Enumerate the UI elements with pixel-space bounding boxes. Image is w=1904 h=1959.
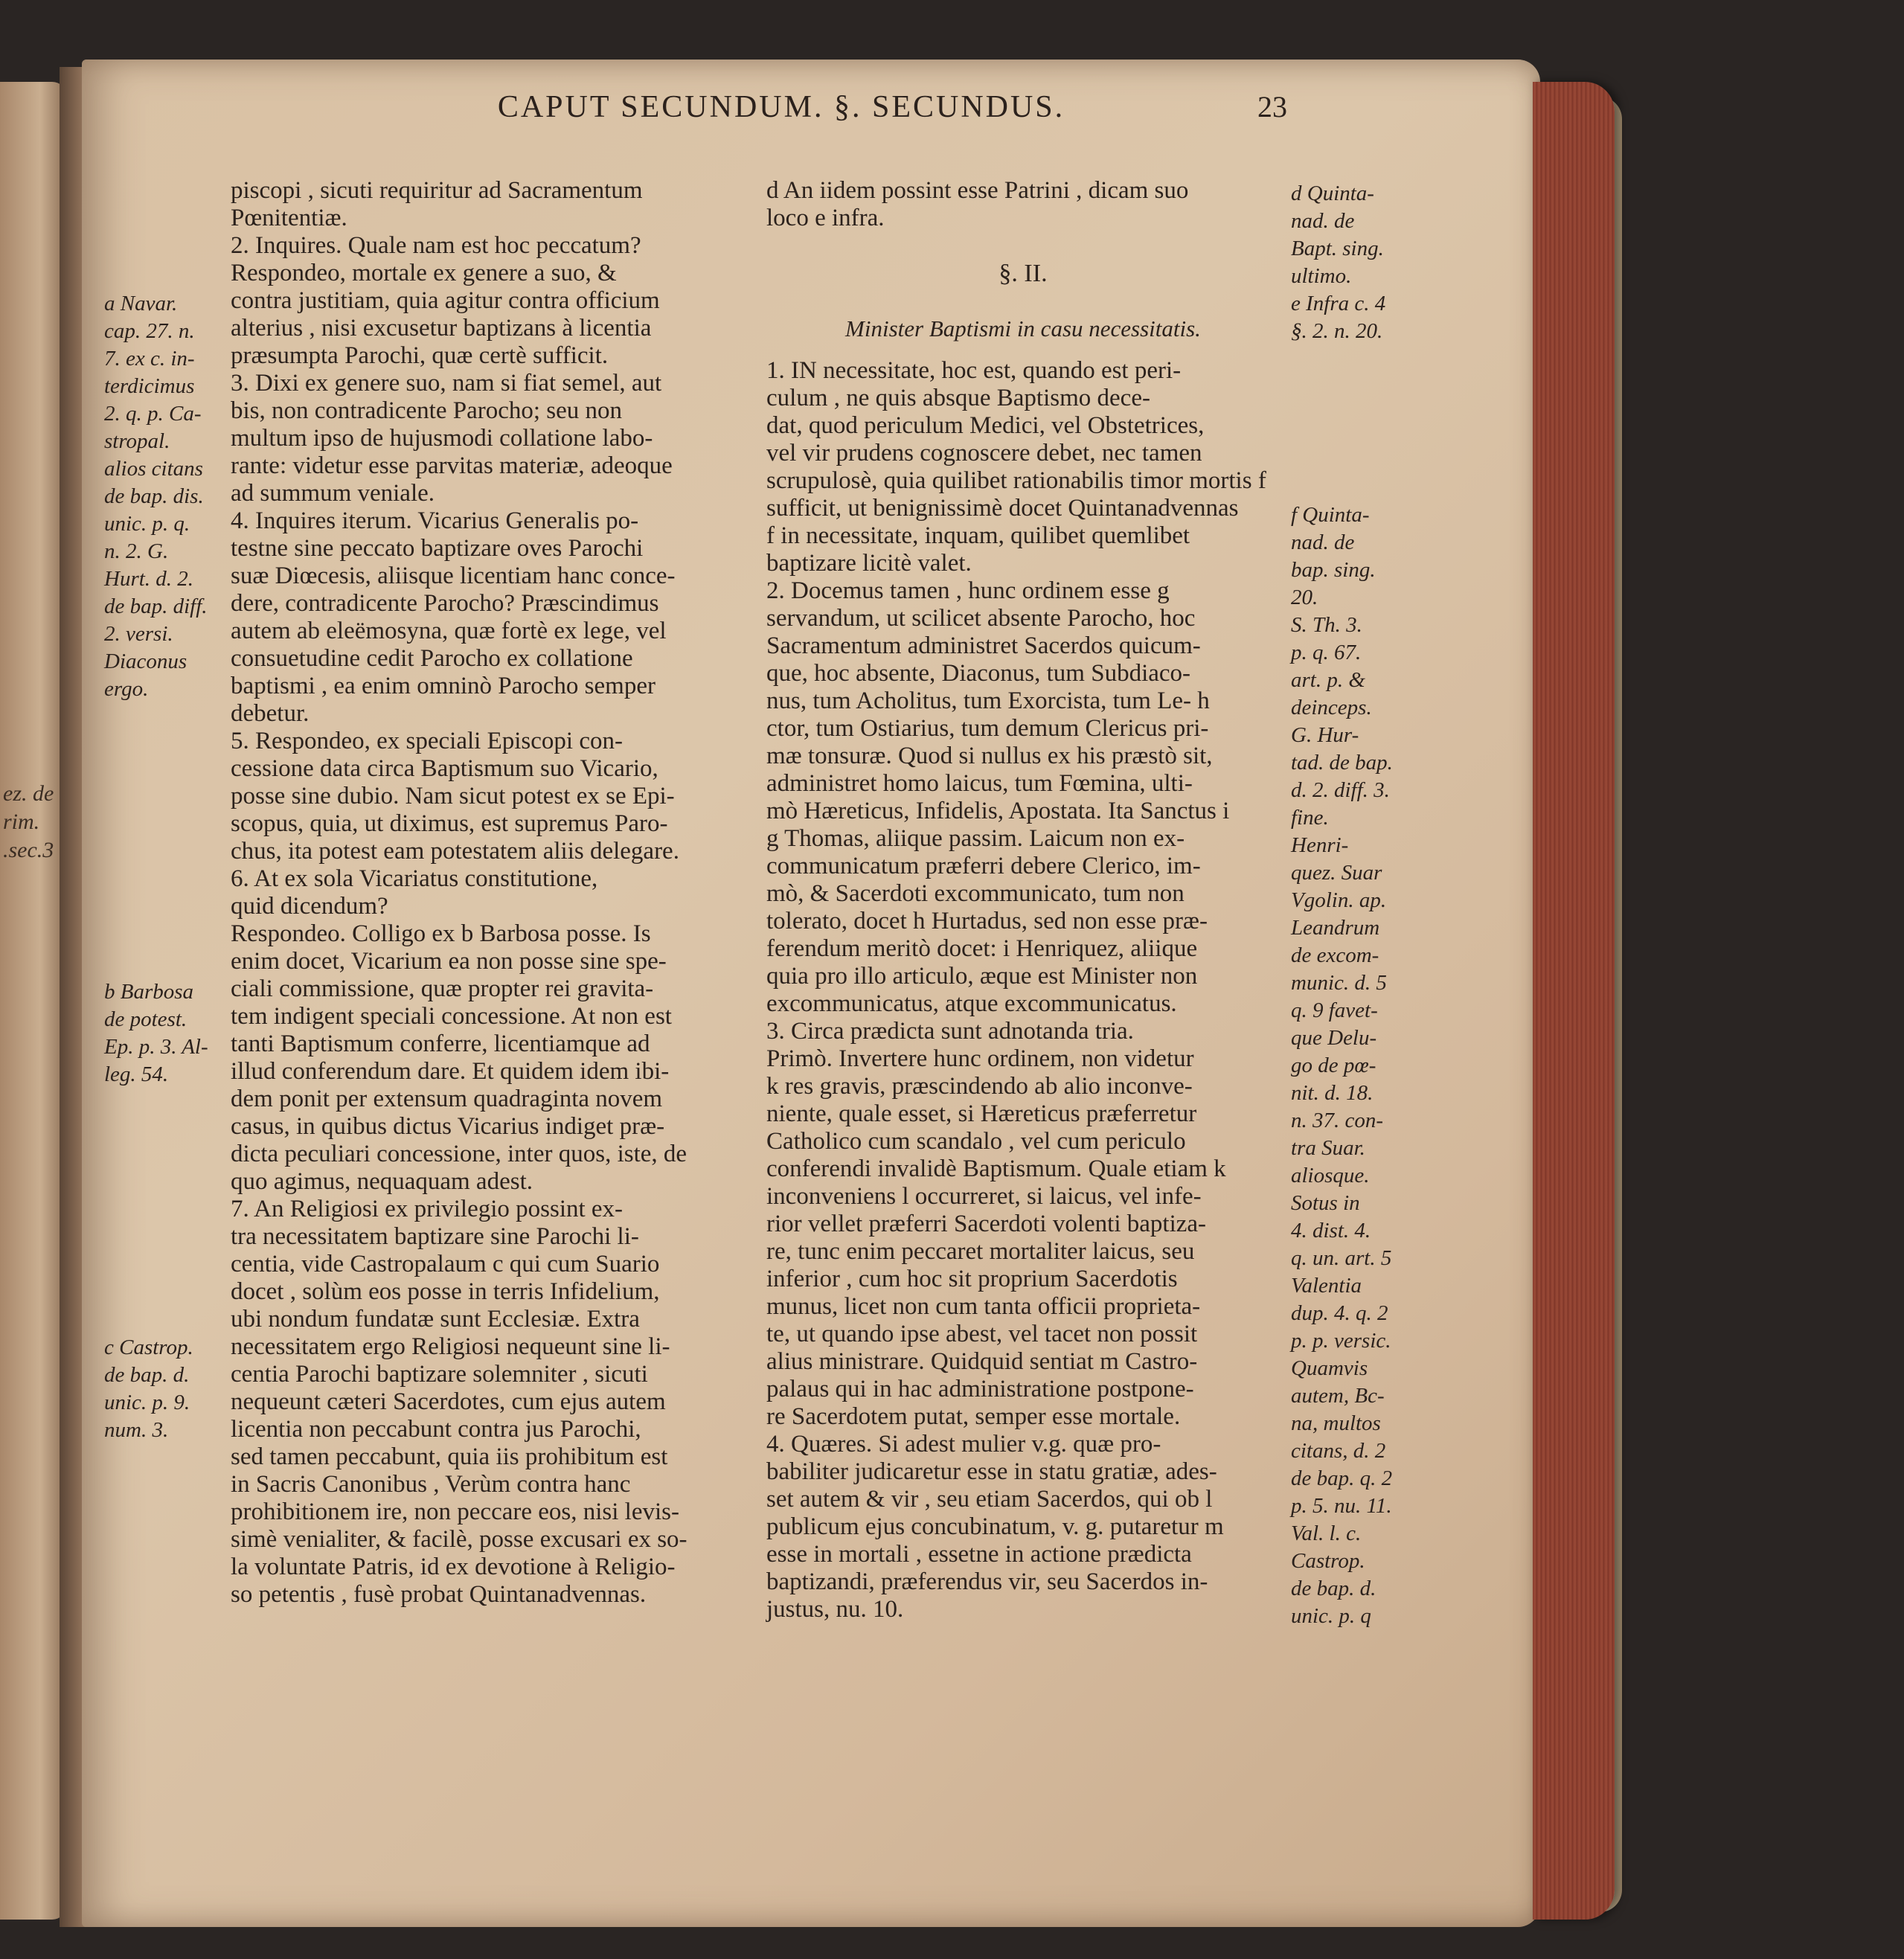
text-line: præsumpta Parochi, quæ certè sufficit.	[231, 342, 609, 369]
text-line: consuetudine cedit Parocho ex collatione	[231, 645, 633, 672]
text-line: nequeunt cæteri Sacerdotes, cum ejus autem	[231, 1388, 666, 1415]
text-line: re Sacerdotem putat, semper esse mortale.	[766, 1403, 1181, 1430]
text-line: ad summum veniale.	[231, 480, 435, 507]
text-line: suæ Diœcesis, aliisque licentiam hanc conce-	[231, 562, 676, 589]
margin-note: d. 2. diff. 3.	[1291, 778, 1390, 802]
text-line: dem ponit per extensum quadraginta novem	[231, 1086, 663, 1112]
text-line: alterius , nisi excusetur baptizans à licentia	[231, 315, 652, 342]
margin-note: citans, d. 2	[1291, 1439, 1386, 1463]
margin-note: 2. versi.	[104, 622, 173, 646]
text-line: tem indigent speciali concessione. At non est	[231, 1003, 672, 1030]
page-block-edge	[1533, 82, 1615, 1920]
margin-note: 20.	[1291, 586, 1318, 609]
margin-note: Bapt. sing.	[1291, 237, 1384, 260]
text-line: quid dicendum?	[231, 893, 388, 920]
text-line: dicta peculiari concessione, inter quos, iste, de	[231, 1141, 687, 1167]
margin-note: de bap. dis.	[104, 484, 204, 508]
text-line: 3. Circa prædicta sunt adnotanda tria.	[766, 1018, 1134, 1045]
margin-note: Valentia	[1291, 1274, 1362, 1298]
text-line: 4. Quæres. Si adest mulier v.g. quæ pro-	[766, 1431, 1161, 1458]
text-line: publicum ejus concubinatum, v. g. putaretur m	[766, 1513, 1224, 1540]
margin-note: nad. de	[1291, 530, 1355, 554]
section-title: Minister Baptismi in casu necessitatis.	[845, 315, 1201, 342]
margin-note: nit. d. 18.	[1291, 1081, 1373, 1105]
margin-note: Leandrum	[1291, 916, 1380, 940]
margin-note: b Barbosa	[104, 980, 194, 1004]
margin-note: Quamvis	[1291, 1356, 1368, 1380]
text-line: babiliter judicaretur esse in statu gratiæ, ades-	[766, 1458, 1217, 1485]
margin-note: cap. 27. n.	[104, 319, 195, 343]
text-line: la voluntate Patris, id ex devotione à Religio-	[231, 1554, 676, 1580]
margin-note: p. p. versic.	[1291, 1329, 1391, 1353]
margin-note: unic. p. 9.	[104, 1391, 190, 1414]
text-line: baptizare licitè valet.	[766, 550, 972, 577]
text-line: baptismi , ea enim omninò Parocho semper	[231, 673, 655, 699]
margin-note: ultimo.	[1291, 264, 1352, 288]
text-line: Respondeo, mortale ex genere a suo, &	[231, 260, 617, 286]
text-line: Sacramentum administret Sacerdos quicum-	[766, 632, 1201, 659]
margin-note: fine.	[1291, 806, 1329, 830]
text-line: tanti Baptismum conferre, licentiamque ad	[231, 1030, 650, 1057]
text-line: servandum, ut scilicet absente Parocho, hoc	[766, 605, 1196, 632]
text-line: sed tamen peccabunt, quia iis prohibitum est	[231, 1443, 668, 1470]
text-line: inferior , cum hoc sit proprium Sacerdotis	[766, 1266, 1178, 1292]
text-line: docet , solùm eos posse in terris Infidelium,	[231, 1278, 660, 1305]
text-line: 1. IN necessitate, hoc est, quando est peri-	[766, 357, 1182, 384]
margin-note: q. un. art. 5	[1291, 1246, 1392, 1270]
text-line: mò, & Sacerdoti excommunicato, tum non	[766, 880, 1185, 907]
margin-note: G. Hur-	[1291, 723, 1359, 747]
text-line: tolerato, docet h Hurtadus, sed non esse præ-	[766, 908, 1208, 934]
text-line: chus, ita potest eam potestatem aliis delegare.	[231, 838, 679, 865]
margin-note: f Quinta-	[1291, 503, 1370, 527]
margin-note: d Quinta-	[1291, 182, 1374, 205]
text-line: munus, licet non cum tanta officii proprieta-	[766, 1293, 1201, 1320]
text-line: sufficit, ut benignissimè docet Quintanadvennas	[766, 495, 1239, 522]
margin-note: de bap. q. 2	[1291, 1466, 1393, 1490]
margin-note: na, multos	[1291, 1411, 1381, 1435]
intro-line: d An iidem possint esse Patrini , dicam suo	[766, 177, 1189, 204]
text-line: Primò. Invertere hunc ordinem, non videtur	[766, 1045, 1194, 1072]
margin-note: tad. de bap.	[1291, 751, 1393, 775]
text-line: k res gravis, præscindendo ab alio inconve-	[766, 1073, 1193, 1100]
text-line: scopus, quia, ut diximus, est supremus Paro-	[231, 810, 668, 837]
text-line: centia Parochi baptizare solemniter , sicuti	[231, 1361, 648, 1388]
text-line: administret homo laicus, tum Fœmina, ulti-	[766, 770, 1193, 797]
text-line: que, hoc absente, Diaconus, tum Subdiaco-	[766, 660, 1191, 687]
text-line: necessitatem ergo Religiosi nequeunt sine li-	[231, 1333, 670, 1360]
right-body	[766, 357, 1280, 1623]
margin-note: p. q. 67.	[1291, 641, 1362, 664]
text-line: set autem & vir , seu etiam Sacerdos, qui ob l	[766, 1486, 1213, 1513]
right-column	[766, 177, 1280, 1623]
text-line: 7. An Religiosi ex privilegio possint ex-	[231, 1196, 624, 1222]
text-line: tra necessitatem baptizare sine Parochi li-	[231, 1223, 639, 1250]
text-line: 3. Dixi ex genere suo, nam si fiat semel, aut	[231, 370, 662, 397]
text-line: mò Hæreticus, Infidelis, Apostata. Ita Sanctus i	[766, 798, 1230, 824]
text-line: vel vir prudens cognoscere debet, nec tamen	[766, 440, 1202, 466]
margin-note: tra Suar.	[1291, 1136, 1365, 1160]
text-line: culum , ne quis absque Baptismo dece-	[766, 385, 1150, 411]
text-line: debetur.	[231, 700, 310, 727]
margin-note: de bap. d.	[104, 1363, 190, 1387]
text-line: baptizandi, præferendus vir, seu Sacerdos in-	[766, 1568, 1208, 1595]
margin-note: ergo.	[104, 677, 149, 701]
text-line: re, tunc enim peccaret mortaliter laicus, seu	[766, 1238, 1195, 1265]
text-line: 2. Inquires. Quale nam est hoc peccatum?	[231, 232, 641, 259]
text-line: enim docet, Vicarium ea non posse sine spe-	[231, 948, 667, 975]
text-line: multum ipso de hujusmodi collatione labo-	[231, 425, 653, 452]
margin-note: Diaconus	[104, 650, 187, 673]
text-line: mæ tonsuræ. Quod si nullus ex his præstò sit,	[766, 743, 1213, 769]
margin-note: q. 9 favet-	[1291, 998, 1378, 1022]
text-line: ctor, tum Ostiarius, tum demum Clericus pri-	[766, 715, 1209, 742]
margin-note: num. 3.	[104, 1418, 169, 1442]
text-line: justus, nu. 10.	[766, 1596, 904, 1623]
left-column	[231, 177, 744, 1609]
left-fragment: ez. de	[3, 781, 54, 806]
text-line: contra justitiam, quia agitur contra officium	[231, 287, 660, 314]
margin-note: Castrop.	[1291, 1549, 1365, 1573]
margin-note: de bap. d.	[1291, 1577, 1376, 1600]
text-line: testne sine peccato baptizare oves Parochi	[231, 535, 644, 562]
left-fragment: rim.	[3, 809, 40, 834]
text-line: piscopi , sicuti requiritur ad Sacramentum	[231, 177, 643, 204]
text-line: in Sacris Canonibus , Verùm contra hanc	[231, 1471, 631, 1498]
text-line: conferendi invalidè Baptismum. Quale etiam k	[766, 1155, 1226, 1182]
margin-note: de bap. diff.	[104, 594, 208, 618]
margin-note: nad. de	[1291, 209, 1355, 233]
margin-note: bap. sing.	[1291, 558, 1376, 582]
text-line: 2. Docemus tamen , hunc ordinem esse g	[766, 577, 1170, 604]
text-line: niente, quale esset, si Hæreticus præferretur	[766, 1100, 1197, 1127]
text-line: simè venialiter, & facilè, posse excusari ex so-	[231, 1526, 687, 1553]
margin-note: p. 5. nu. 11.	[1291, 1494, 1392, 1518]
text-line: licentia non peccabunt contra jus Parochi,	[231, 1416, 641, 1443]
text-line: g Thomas, aliique passim. Laicum non ex-	[766, 825, 1185, 852]
text-line: posse sine dubio. Nam sicut potest ex se Epi-	[231, 783, 675, 809]
text-line: centia, vide Castropalaum c qui cum Suario	[231, 1251, 660, 1277]
margin-note: 2. q. p. Ca-	[104, 402, 202, 426]
intro-line: loco e infra.	[766, 205, 885, 231]
text-line: dat, quod periculum Medici, vel Obstetrices,	[766, 412, 1205, 439]
text-line: bis, non contradicente Parocho; seu non	[231, 397, 623, 424]
margin-note: a Navar.	[104, 292, 178, 315]
text-line: scrupulosè, quia quilibet rationabilis timor mortis f	[766, 467, 1266, 494]
margin-note: terdicimus	[104, 374, 195, 398]
text-line: prohibitionem ire, non peccare eos, nisi levis-	[231, 1498, 679, 1525]
text-line: autem ab eleëmosyna, quæ fortè ex lege, vel	[231, 618, 667, 644]
text-line: inconveniens l occurreret, si laicus, vel infe-	[766, 1183, 1202, 1210]
margin-note: que Delu-	[1291, 1026, 1377, 1050]
text-line: ferendum meritò docet: i Henriquez, aliique	[766, 935, 1198, 962]
section-heading: §. II.	[999, 260, 1048, 287]
margin-note: munic. d. 5	[1291, 971, 1387, 995]
text-line: esse in mortali , essetne in actione prædicta	[766, 1541, 1192, 1568]
text-line: f in necessitate, inquam, quilibet quemlibet	[766, 522, 1190, 549]
margin-note: S. Th. 3.	[1291, 613, 1362, 637]
text-line: so petentis , fusè probat Quintanadvennas.	[231, 1581, 647, 1608]
margin-note: 4. dist. 4.	[1291, 1219, 1371, 1243]
margin-note: e Infra c. 4	[1291, 292, 1386, 315]
margin-note: autem, Bc-	[1291, 1384, 1385, 1408]
text-line: 6. At ex sola Vicariatus constitutione,	[231, 865, 598, 892]
margin-note: aliosque.	[1291, 1164, 1370, 1187]
text-line: communicatum præferri debere Clerico, im-	[766, 853, 1201, 879]
margin-note: de potest.	[104, 1007, 187, 1031]
margin-note: art. p. &	[1291, 668, 1365, 692]
text-line: excommunicatus, atque excommunicatus.	[766, 990, 1177, 1017]
margin-note: Ep. p. 3. Al-	[104, 1035, 208, 1059]
text-line: te, ut quando ipse abest, vel tacet non possit	[766, 1321, 1198, 1347]
text-line: alius ministrare. Quidquid sentiat m Castro-	[766, 1348, 1198, 1375]
margin-note: 7. ex c. in-	[104, 347, 195, 371]
text-line: illud conferendum dare. Et quidem idem ibi-	[231, 1058, 670, 1085]
margin-note: §. 2. n. 20.	[1291, 319, 1383, 343]
text-line: Catholico cum scandalo , vel cum periculo	[766, 1128, 1186, 1155]
margin-note: n. 2. G.	[104, 539, 169, 563]
text-line: quo agimus, nequaquam adest.	[231, 1168, 533, 1195]
margin-note: deinceps.	[1291, 696, 1372, 719]
text-line: cessione data circa Baptismum suo Vicario,	[231, 755, 658, 782]
margin-note: unic. p. q	[1291, 1604, 1371, 1628]
text-line: rante: videtur esse parvitas materiæ, adeoque	[231, 452, 673, 479]
margin-note: alios citans	[104, 457, 203, 481]
text-line: Respondeo. Colligo ex b Barbosa posse. Is	[231, 920, 651, 947]
margin-note: dup. 4. q. 2	[1291, 1301, 1388, 1325]
margin-note: n. 37. con-	[1291, 1109, 1384, 1132]
text-line: ubi nondum fundatæ sunt Ecclesiæ. Extra	[231, 1306, 640, 1333]
text-line: palaus qui in hac administratione postpone-	[766, 1376, 1194, 1402]
margin-note: go de pœ-	[1291, 1054, 1376, 1077]
left-fragment: .sec.3	[3, 838, 54, 862]
text-line: quia pro illo articulo, æque est Minister non	[766, 963, 1198, 990]
text-line: dere, contradicente Parocho? Præscindimus	[231, 590, 659, 617]
text-line: casus, in quibus dictus Vicarius indiget præ-	[231, 1113, 665, 1140]
text-line: 5. Respondeo, ex speciali Episcopi con-	[231, 728, 623, 754]
text-line: 4. Inquires iterum. Vicarius Generalis po-	[231, 507, 639, 534]
margin-note: leg. 54.	[104, 1062, 169, 1086]
margin-note: unic. p. q.	[104, 512, 190, 536]
text-line: ciali commissione, quæ propter rei gravita-	[231, 975, 654, 1002]
margin-note: Val. l. c.	[1291, 1522, 1362, 1545]
margin-note: Sotus in	[1291, 1191, 1360, 1215]
margin-note: Vgolin. ap.	[1291, 888, 1387, 912]
running-head: CAPUT SECUNDUM. §. SECUNDUS.	[497, 90, 1065, 124]
text-line: nus, tum Acholitus, tum Exorcista, tum Le- h	[766, 687, 1210, 714]
margin-note: Hurt. d. 2.	[104, 567, 194, 591]
text-line: rior vellet præferri Sacerdoti volenti baptiza-	[766, 1211, 1207, 1237]
margin-note: c Castrop.	[104, 1336, 193, 1359]
margin-note: Henri-	[1291, 833, 1349, 857]
text-line: Pœnitentiæ.	[231, 205, 347, 231]
margin-note: de excom-	[1291, 943, 1379, 967]
margin-note: quez. Suar	[1291, 861, 1382, 885]
margin-note: stropal.	[104, 429, 170, 453]
page-number: 23	[1257, 90, 1287, 124]
previous-page-edge	[0, 82, 67, 1920]
